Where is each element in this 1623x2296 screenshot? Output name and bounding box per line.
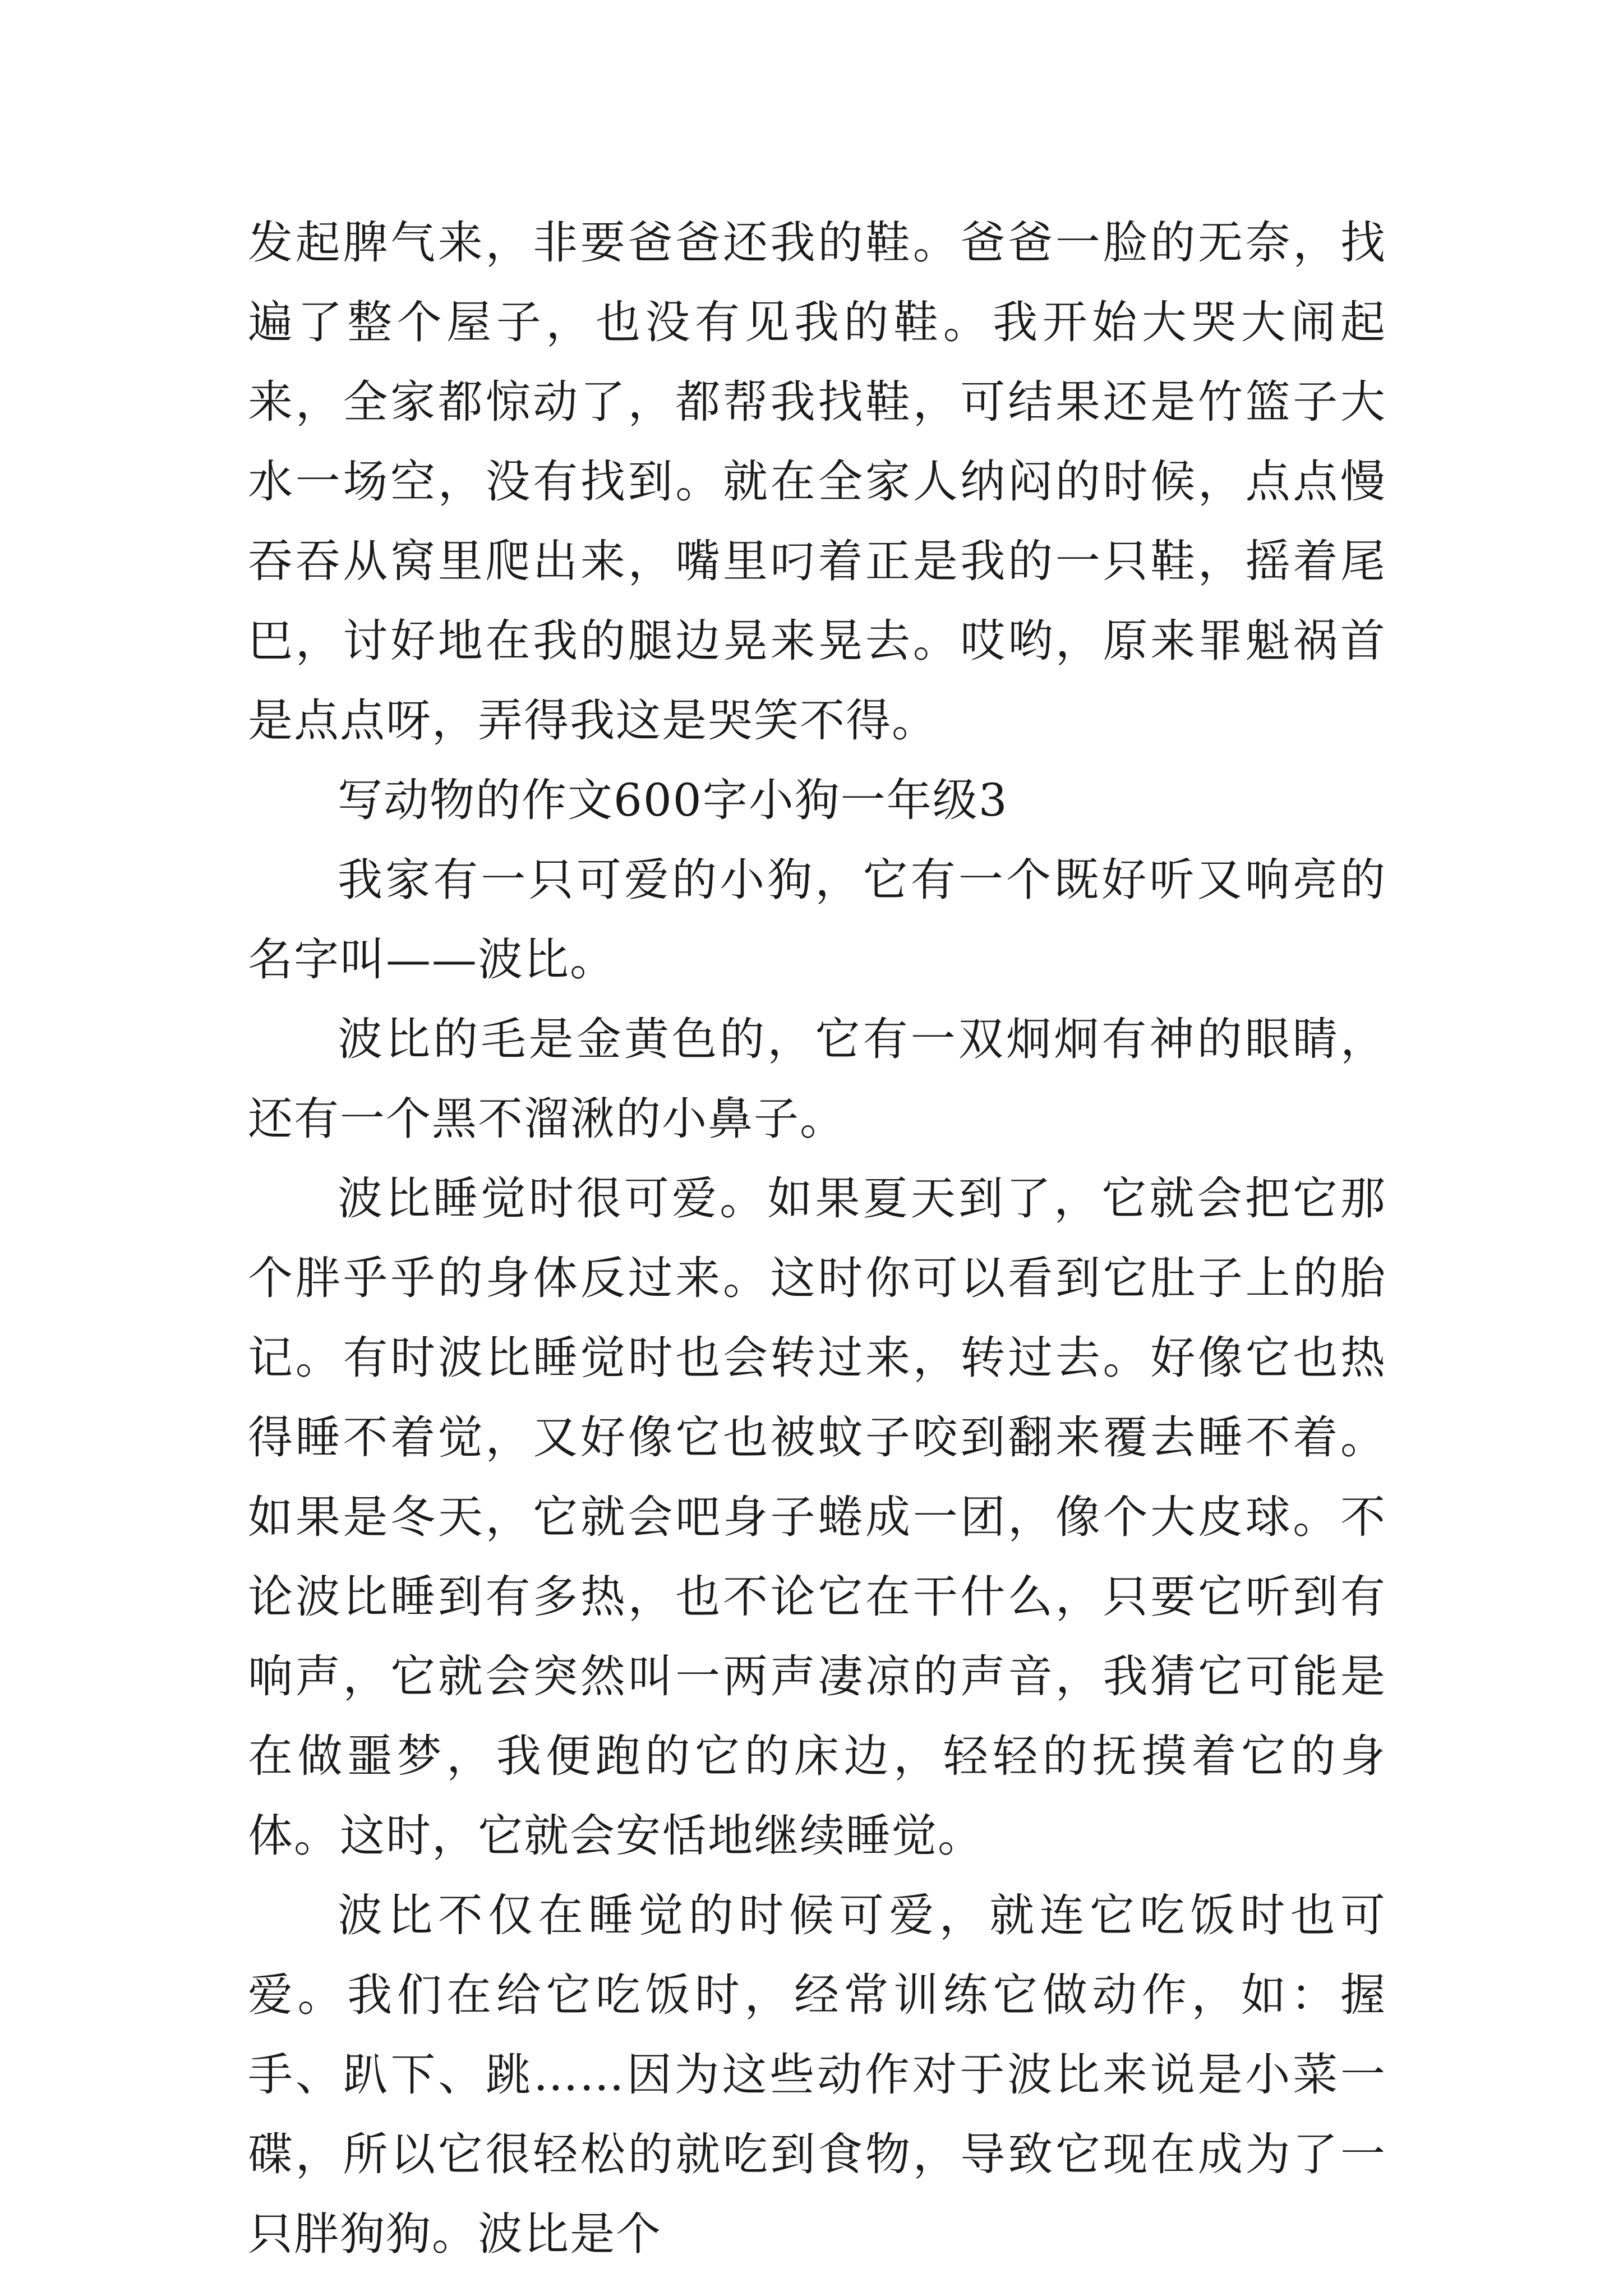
paragraph-continued: 发起脾气来，非要爸爸还我的鞋。爸爸一脸的无奈，找遍了整个屋子，也没有见我的鞋。我开始大哭大闹起来，全家都惊动了，都帮我找鞋，可结果还是竹篮子大水一场空，没有找到。就在全家人纳闷的时候，点点慢吞吞从窝里爬出来，嘴里叼着正是我的一只鞋，摇着尾巴，讨好地在我的腿边晃来晃去。哎哟，原来罪魁祸首是点点呀，弄得我这是哭笑不得。 xyxy=(248,217,1386,747)
paragraph-intro: 我家有一只可爱的小狗，它有一个既好听又响亮的名字叫——波比。 xyxy=(248,854,1386,986)
paragraph-sleeping: 波比睡觉时很可爱。如果夏天到了，它就会把它那个胖乎乎的身体反过来。这时你可以看到它肚子上的胎记。有时波比睡觉时也会转过来，转过去。好像它也热得睡不着觉，又好像它也被蚊子咬到翻来覆去睡不着。如果是冬天，它就会吧身子蜷成一团，像个大皮球。不论波比睡到有多热，也不论它在干什么，只要它听到有响声，它就会突然叫一两声凄凉的声音，我猜它可能是在做噩梦，我便跑的它的床边，轻轻的抚摸着它的身体。这时，它就会安恬地继续睡觉。 xyxy=(248,1172,1386,1862)
paragraph-appearance: 波比的毛是金黄色的，它有一双炯炯有神的眼睛，还有一个黑不溜湫的小鼻子。 xyxy=(248,1013,1386,1145)
document-body xyxy=(248,203,1386,2274)
paragraph-eating: 波比不仅在睡觉的时候可爱，就连它吃饭时也可爱。我们在给它吃饭时，经常训练它做动作，如：握手、趴下、跳……因为这些动作对于波比来说是小菜一碟，所以它很轻松的就吃到食物，导致它现在成为了一只胖狗狗。波比是个 xyxy=(248,1889,1386,2260)
essay-title: 写动物的作文600字小狗一年级3 xyxy=(338,774,1008,826)
